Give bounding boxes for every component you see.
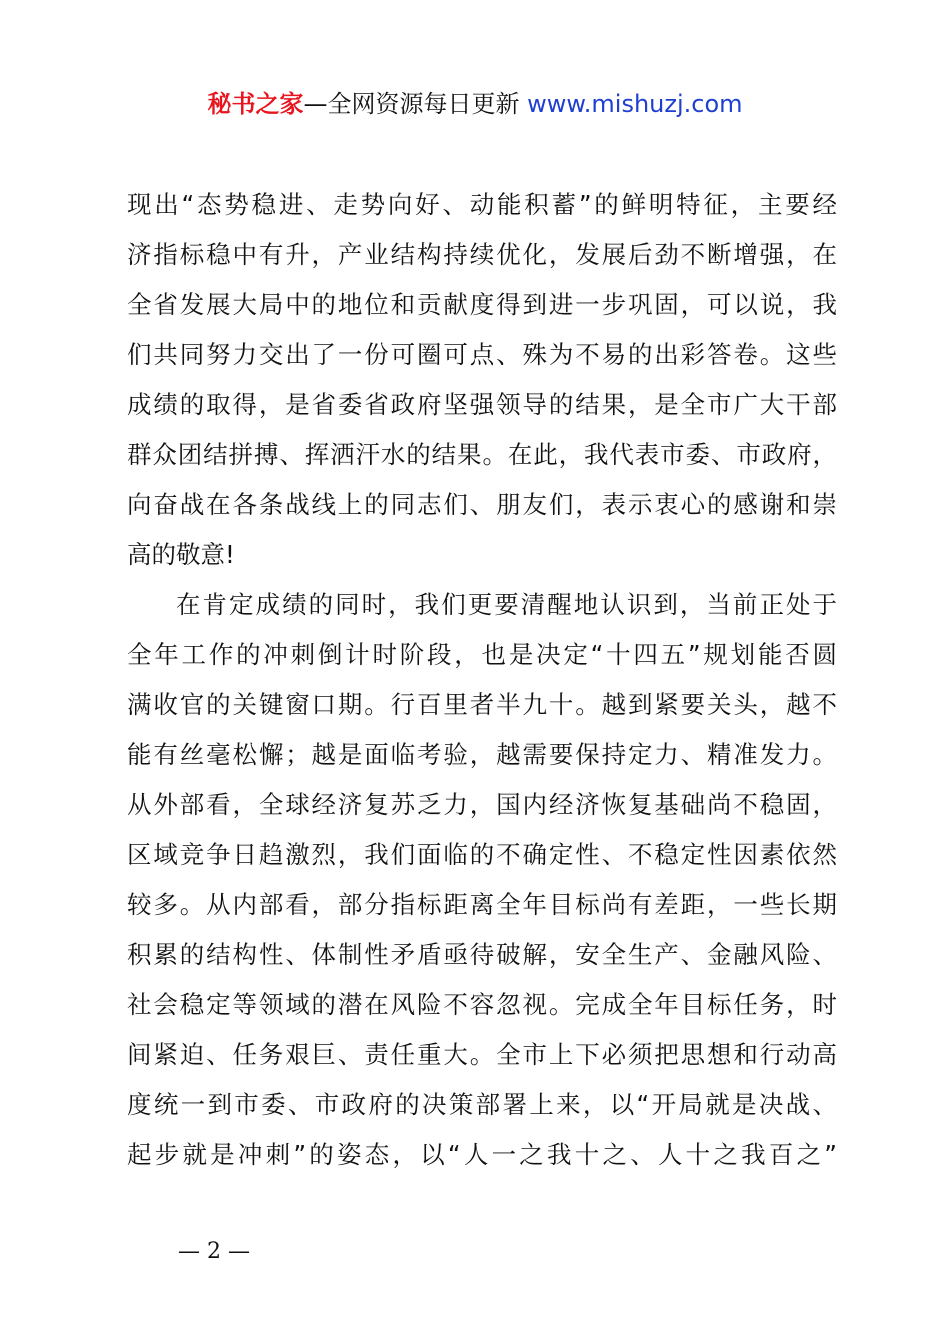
page-number: — 2 — [178, 1239, 250, 1264]
text-line: 全年工作的冲刺倒计时阶段，也是决定“十四五”规划能否圆 [127, 640, 837, 669]
text-line: 较多。从内部看，部分指标距离全年目标尚有差距，一些长期 [127, 890, 837, 919]
site-banner [0, 86, 950, 122]
text-line: 全省发展大局中的地位和贡献度得到进一步巩固，可以说，我 [127, 290, 837, 319]
text-line: 向奋战在各条战线上的同志们、朋友们，表示衷心的感谢和崇 [127, 490, 837, 519]
text-line: 间紧迫、任务艰巨、责任重大。全市上下必须把思想和行动高 [127, 1040, 837, 1069]
text-line: 群众团结拼搏、挥洒汗水的结果。在此，我代表市委、市政府， [127, 440, 837, 469]
text-line: 们共同努力交出了一份可圈可点、殊为不易的出彩答卷。这些 [127, 340, 837, 369]
paragraph-1 [127, 180, 837, 580]
text-line: 积累的结构性、体制性矛盾亟待破解，安全生产、金融风险、 [127, 940, 837, 969]
text-line: 成绩的取得，是省委省政府坚强领导的结果，是全市广大干部 [127, 390, 837, 419]
paragraph-2 [127, 580, 837, 1180]
text-line: 在肯定成绩的同时，我们更要清醒地认识到，当前正处于 [176, 590, 837, 619]
site-url-link[interactable]: www.mishuzj.com [527, 90, 743, 118]
text-line: 从外部看，全球经济复苏乏力，国内经济恢复基础尚不稳固， [127, 790, 837, 819]
text-line: 社会稳定等领域的潜在风险不容忽视。完成全年目标任务，时 [127, 990, 837, 1019]
text-line: 满收官的关键窗口期。行百里者半九十。越到紧要关头，越不 [127, 690, 837, 719]
text-line: 高的敬意! [127, 540, 235, 569]
text-line: 起步就是冲刺”的姿态，以“人一之我十之、人十之我百之” [127, 1140, 837, 1169]
text-line: 现出“态势稳进、走势向好、动能积蓄”的鲜明特征，主要经 [127, 190, 837, 219]
banner-tagline: —全网资源每日更新 [303, 90, 528, 118]
document-body [127, 180, 837, 1180]
brand-name: 秘书之家 [207, 90, 304, 118]
text-line: 能有丝毫松懈；越是面临考验，越需要保持定力、精准发力。 [127, 740, 837, 769]
text-line: 区域竞争日趋激烈，我们面临的不确定性、不稳定性因素依然 [127, 840, 837, 869]
text-line: 度统一到市委、市政府的决策部署上来，以“开局就是决战、 [127, 1090, 837, 1119]
text-line: 济指标稳中有升，产业结构持续优化，发展后劲不断增强，在 [127, 240, 837, 269]
